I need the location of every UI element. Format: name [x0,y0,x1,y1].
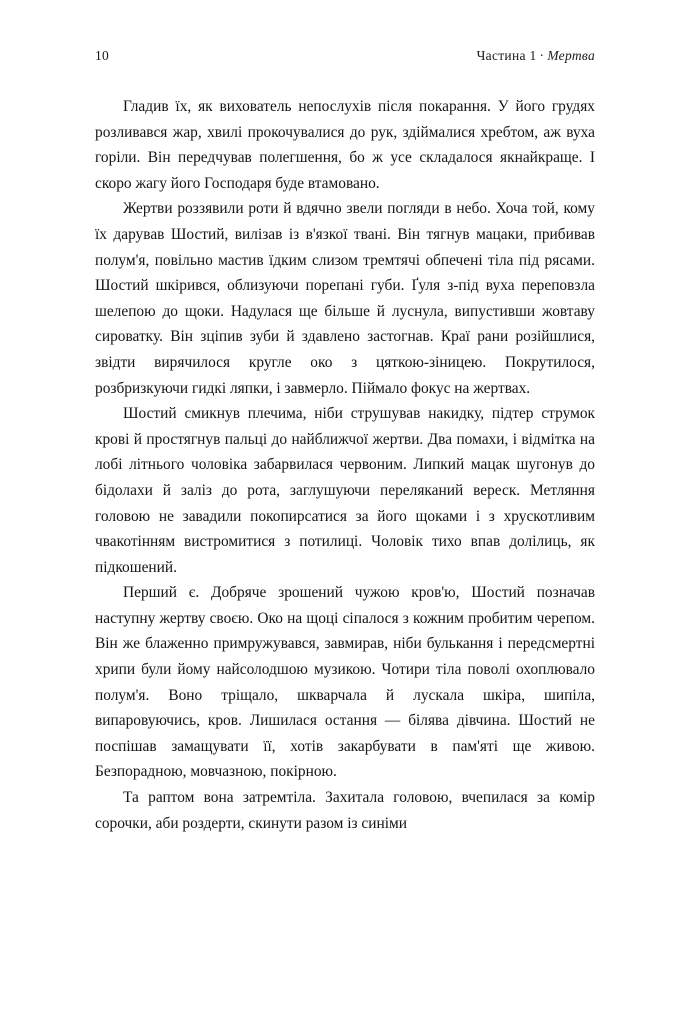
paragraph: Та раптом вона затремтіла. Захитала головою, вчепилася за комір сорочки, аби роздерти, скинути разом із синіми [95,789,595,832]
running-head-part: Частина 1 [476,48,537,63]
running-head-separator: · [539,48,545,63]
paragraph: Жертви роззявили роти й вдячно звели погляди в небо. Хоча той, кому їх дарував Шостий, вилізав із в'язкої твані. Він тягнув мацаки, прибивав полум'я, повільно мастив їдким слизом тремтячі обпечені тіла під рясами. Шостий шкірився, облизуючи порепані губи. Ґуля з-під вуха переповзла шелепою до щоки. Надулася ще більше й луснула, випустивши жовтаву сироватку. Він зціпив зуби й здавлено застогнав. Краї рани розійшлися, звідти вирячилося кругле око з цяткою-зіницею. Покрутилося, розбризкуючи гидкі ляпки, і завмерло. Піймало фокус на жертвах. [95,200,595,397]
paragraph: Гладив їх, як вихователь непослухів після покарання. У його грудях розливався жар, хвилі прокочувалися до рук, здіймалися хребтом, аж вуха горіли. Він передчував полегшення, бо ж усе складалося якнайкраще. І скоро жагу його Господаря буде втамовано. [95,98,595,192]
running-head-title [477,48,595,64]
page-number: 10 [95,48,109,63]
paragraph: Перший є. Добряче зрошений чужою кров'ю, Шостий позначав наступну жертву своєю. Око на щоці сіпалося з кожним пробитим черепом. Він же блаженно примружувався, завмирав, ніби булькання і передсмертні хрипи були йому найсолодшою музикою. Чотири тіла поволі охоплювало полум'я. Воно тріщало, шкварчала й лускала шкіра, шипіла, випаровуючись, кров. Лишилася остання — білява дівчина. Шостий не поспішав замащувати її, хотів закарбувати в пам'яті ще живою. Безпорадною, мовчазною, покірною. [95,584,595,781]
body-text [95,94,595,836]
running-head [95,48,595,76]
paragraph: Шостий смикнув плечима, ніби струшував накидку, підтер струмок крові й простягнув пальці до найближчої жертви. Два помахи, і відмітка на лобі літнього чоловіка забарвилася червоним. Липкий мацак шугонув до бідолахи й заліз до рота, заглушуючи переляканий вереск. Метляння головою не завадили покопирсатися за його щоками і з хрускотливим чвакотінням вистромитися з потилиці. Чоловік тихо впав долілиць, як підкошений. [95,405,595,576]
running-head-chapter: Мертва [547,48,595,63]
